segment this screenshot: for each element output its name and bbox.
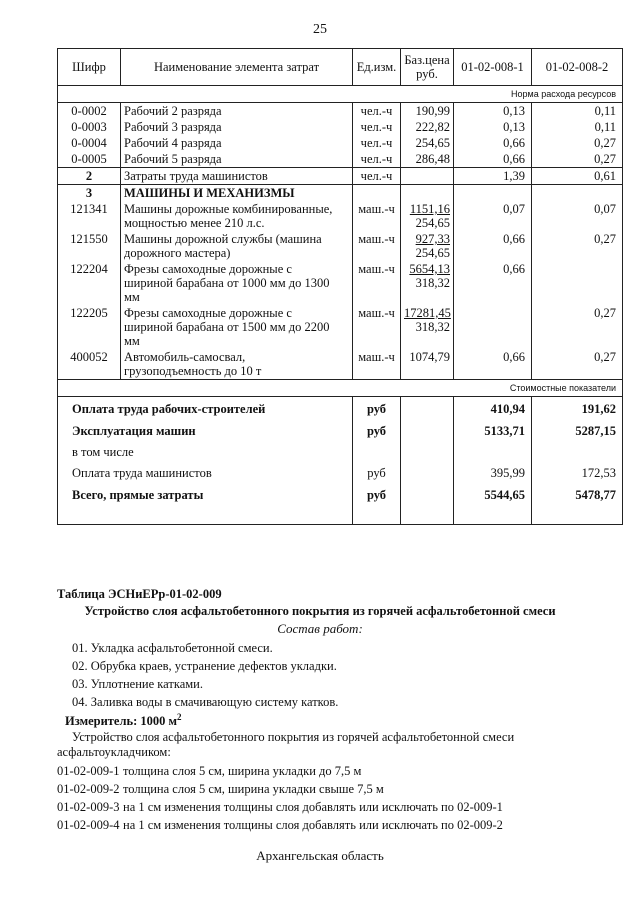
cost-unit: руб [353,484,401,525]
row-price [401,168,454,185]
cost-row [58,462,623,484]
price-line: 17281,45 [404,306,451,320]
row-name: Рабочий 4 разряда [121,135,353,151]
table-row [58,201,623,231]
row-unit: маш.-ч [353,231,401,261]
cost-unit: руб [353,397,401,421]
cost-name: Всего, прямые затраты [58,484,353,525]
works-title: Состав работ: [277,621,363,636]
table-row [58,151,623,168]
price-line: 927,33 [415,232,450,246]
cost-value-2: 5287,15 [532,420,623,442]
row-price [401,261,454,305]
row-value-1: 0,13 [454,119,532,135]
cost-name: Оплата труда машинистов [58,462,353,484]
row-value-1: 0,66 [454,261,532,305]
table-row [58,231,623,261]
price-line: 318,32 [415,320,450,334]
empty-cell [532,185,623,202]
row-name: Затраты труда машинистов [121,168,353,185]
item-text: на 1 см изменения толщины слоя добавлять или исключать по 02-009-2 [123,818,503,832]
item-row [57,764,361,779]
cost-name: Эксплуатация машин [58,420,353,442]
price-line: 5654,13 [409,262,450,276]
name-line: Машины дорожные комбинированные, [124,202,333,216]
section-cost-row [58,380,623,397]
empty-cell [401,442,454,462]
name-line: Фрезы самоходные дорожные с [124,262,292,276]
header-col2: 01-02-008-2 [532,49,623,86]
header-unit: Ед.изм. [353,49,401,86]
machinist-labor-row [58,168,623,185]
table-row [58,103,623,120]
name-line: Машины дорожной службы (машина [124,232,322,246]
row-name: Рабочий 5 разряда [121,151,353,168]
row-name: Рабочий 2 разряда [121,103,353,120]
item-code: 01-02-009-2 [57,782,120,796]
row-value-1: 1,39 [454,168,532,185]
price-line: 318,32 [415,276,450,290]
row-code: 0-0005 [58,151,121,168]
item-row [57,818,503,833]
row-value-1: 0,66 [454,231,532,261]
row-price: 254,65 [401,135,454,151]
item-code: 01-02-009-4 [57,818,120,832]
table-header-row [58,49,623,86]
resource-norms-table [57,48,623,525]
table-row [58,119,623,135]
row-name [121,201,353,231]
row-value-1: 0,66 [454,349,532,380]
cost-row [58,420,623,442]
row-unit: чел.-ч [353,103,401,120]
cost-value-1: 5133,71 [454,420,532,442]
row-value-2: 0,11 [532,103,623,120]
row-value-2 [532,261,623,305]
name-line: Фрезы самоходные дорожные с [124,306,292,320]
description-line: Устройство слоя асфальтобетонного покрытия из горячей асфальтобетонной смеси [72,730,515,744]
row-value-2: 0,27 [532,151,623,168]
row-value-2: 0,11 [532,119,623,135]
cost-value-2: 5478,77 [532,484,623,525]
row-unit: чел.-ч [353,119,401,135]
header-price: Баз.цена руб. [401,49,454,86]
cost-value-1: 410,94 [454,397,532,421]
row-value-1: 0,66 [454,135,532,151]
row-value-2: 0,27 [532,135,623,151]
row-unit: чел.-ч [353,151,401,168]
meter-label [65,712,182,729]
name-line: мм [124,334,140,348]
empty-cell [401,397,454,421]
section-title: МАШИНЫ И МЕХАНИЗМЫ [121,185,353,202]
table-row [58,135,623,151]
row-price [401,305,454,349]
name-line: шириной барабана от 1500 мм до 2200 [124,320,330,334]
cost-value-2 [532,442,623,462]
price-line: 254,65 [415,216,450,230]
item-row [57,800,503,815]
row-unit: маш.-ч [353,349,401,380]
row-value-1: 0,66 [454,151,532,168]
cost-unit [353,442,401,462]
row-code: 0-0002 [58,103,121,120]
row-name [121,231,353,261]
row-value-1 [454,305,532,349]
empty-cell [353,185,401,202]
row-name [121,305,353,349]
header-col1: 01-02-008-1 [454,49,532,86]
meter-text: Измеритель: 1000 м [65,714,178,729]
cost-value-2: 172,53 [532,462,623,484]
cost-name: в том числе [58,442,353,462]
table-row [58,349,623,380]
price-line: 1074,79 [409,350,450,364]
work-item: 02. Обрубка краев, устранение дефектов укладки. [72,659,337,673]
row-name [121,349,353,380]
row-unit: маш.-ч [353,201,401,231]
empty-cell [454,185,532,202]
table-row [58,261,623,305]
cost-value-1: 395,99 [454,462,532,484]
work-item: 01. Укладка асфальтобетонной смеси. [72,641,273,655]
cost-unit: руб [353,420,401,442]
row-unit: маш.-ч [353,261,401,305]
name-line: мощностью менее 210 л.с. [124,216,265,230]
price-line: 254,65 [415,246,450,260]
empty-cell [401,484,454,525]
row-code: 2 [58,168,121,185]
name-line: дорожного мастера) [124,246,231,260]
name-line: грузоподъемность до 10 т [124,364,262,378]
row-code: 122205 [58,305,121,349]
description-line: асфальтоукладчиком: [57,745,171,759]
row-code: 121341 [58,201,121,231]
cost-row [58,484,623,525]
meter-superscript: 2 [177,712,182,722]
cost-name: Оплата труда рабочих-строителей [58,397,353,421]
row-price: 286,48 [401,151,454,168]
row-code: 3 [58,185,121,202]
row-value-2: 0,27 [532,231,623,261]
header-name: Наименование элемента затрат [121,49,353,86]
section-norm-row [58,86,623,103]
row-code: 0-0003 [58,119,121,135]
row-value-2: 0,07 [532,201,623,231]
item-code: 01-02-009-1 [57,764,120,778]
item-text: толщина слоя 5 см, ширина укладки до 7,5 м [123,764,362,778]
row-name: Рабочий 3 разряда [121,119,353,135]
row-unit: маш.-ч [353,305,401,349]
table-row [58,305,623,349]
row-code: 0-0004 [58,135,121,151]
row-price [401,201,454,231]
row-value-1: 0,13 [454,103,532,120]
row-name [121,261,353,305]
name-line: Автомобиль-самосвал, [124,350,246,364]
row-code: 121550 [58,231,121,261]
cost-row [58,397,623,421]
row-code: 122204 [58,261,121,305]
section-cost-label: Стоимостные показатели [58,380,623,397]
work-item: 04. Заливка воды в смачивающую систему катков. [72,695,339,709]
row-unit: чел.-ч [353,135,401,151]
price-line: 1151,16 [409,202,450,216]
row-value-1: 0,07 [454,201,532,231]
page-footer: Архангельская область [256,848,384,863]
name-line: мм [124,290,140,304]
row-price: 222,82 [401,119,454,135]
cost-value-1 [454,442,532,462]
item-row [57,782,384,797]
row-price: 190,99 [401,103,454,120]
page-number: 25 [313,22,327,37]
name-line: шириной барабана от 1000 мм до 1300 [124,276,330,290]
row-value-2: 0,27 [532,349,623,380]
row-code: 400052 [58,349,121,380]
table-subtitle: Устройство слоя асфальтобетонного покрытия из горячей асфальтобетонной смеси [84,604,556,618]
item-code: 01-02-009-3 [57,800,120,814]
cost-value-1: 5544,65 [454,484,532,525]
row-value-2: 0,27 [532,305,623,349]
row-unit: чел.-ч [353,168,401,185]
empty-cell [401,420,454,442]
cost-unit: руб [353,462,401,484]
machines-section-row [58,185,623,202]
cost-row [58,442,623,462]
empty-cell [401,185,454,202]
section-norm-label: Норма расхода ресурсов [58,86,623,103]
empty-cell [401,462,454,484]
row-value-2: 0,61 [532,168,623,185]
header-code: Шифр [58,49,121,86]
table-title: Таблица ЭСНиЕРр-01-02-009 [57,587,222,601]
work-item: 03. Уплотнение катками. [72,677,203,691]
row-price [401,349,454,380]
item-text: на 1 см изменения толщины слоя добавлять или исключать по 02-009-1 [123,800,503,814]
row-price [401,231,454,261]
cost-value-2: 191,62 [532,397,623,421]
item-text: толщина слоя 5 см, ширина укладки свыше 7,5 м [123,782,384,796]
